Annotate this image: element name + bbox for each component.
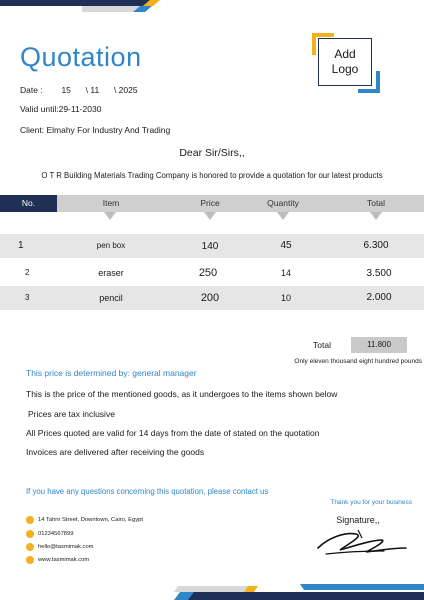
date-label: Date : [20,85,43,95]
note-line: This is the price of the mentioned goods, as it undergoes to the items shown below [26,389,338,399]
logo-text-line1: Add [334,47,356,61]
valid-until: Valid until:29-11-2030 [20,104,102,114]
header-price: Price [200,198,220,208]
row-price: 250 [198,267,218,279]
logo-text-line2: Logo [331,62,359,76]
row-total: 3.500 [366,268,392,279]
header-notch-decoration [204,212,216,220]
price-determined-by: This price is determined by: general manager [26,368,197,378]
table-row [0,286,424,310]
row-no: 3 [25,293,30,302]
header-notch-decoration [104,212,116,220]
total-in-words: Only eleven thousand eight hundred pounds [294,358,422,365]
header-notch-decoration [277,212,289,220]
thank-you-note: Thank you for your business [330,499,412,506]
row-quantity: 10 [280,293,291,303]
bottom-decoration [0,580,424,600]
date-line [20,85,138,95]
row-price: 140 [201,241,219,252]
note-line: All Prices quoted are valid for 14 days from the date of stated on the quotation [26,428,320,438]
date-month: \ 11 [85,85,100,95]
header-no: No. [0,195,57,212]
contact-text: www.tasmimak.com [38,557,90,563]
row-quantity: 14 [280,268,291,278]
greeting: Dear Sir/Sirs,, [179,147,245,159]
date-year: \ 2025 [113,85,138,95]
contact-text: 14 Tahrir Street, Downtown, Cairo, Egypt [38,517,143,523]
date-day: 15 [61,85,71,95]
row-price: 200 [200,292,220,304]
intro-text: O T R Building Materials Trading Company is honored to provide a quotation for our latest products [41,171,383,180]
top-decoration [0,0,424,16]
signature-scribble [314,526,410,560]
row-quantity: 45 [280,240,292,251]
table-row [0,234,424,258]
row-total: 6.300 [363,240,389,251]
email-icon [26,543,34,551]
phone-icon [26,530,34,538]
header-notch-decoration [370,212,382,220]
header-total: Total [367,198,385,208]
row-total: 2.000 [366,292,392,303]
header-quantity: Quantity [267,198,299,208]
location-icon [26,516,34,524]
page-title: Quotation [20,42,142,72]
note-line: Invoices are delivered after receiving the goods [26,447,205,457]
row-item: pen box [96,241,126,250]
table-row [0,261,424,285]
logo-placeholder [318,38,372,86]
signature-label: Signature,, [336,515,380,525]
header-item: Item [102,198,120,208]
client-name: Client: Elmahy For Industry And Trading [20,125,171,135]
row-no: 2 [25,268,30,277]
contact-question: If you have any questions concerning this quotation, please contact us [26,487,269,496]
row-item: pencil [99,293,123,303]
note-line: Prices are tax inclusive [28,409,115,419]
row-item: eraser [98,268,124,278]
total-value: 11.800 [351,337,407,353]
total-label: Total [313,340,331,350]
row-no: 1 [18,240,24,251]
contact-text: hello@tasmimak.com [38,544,94,550]
contact-text: 01234567899 [38,531,74,537]
web-icon [26,556,34,564]
